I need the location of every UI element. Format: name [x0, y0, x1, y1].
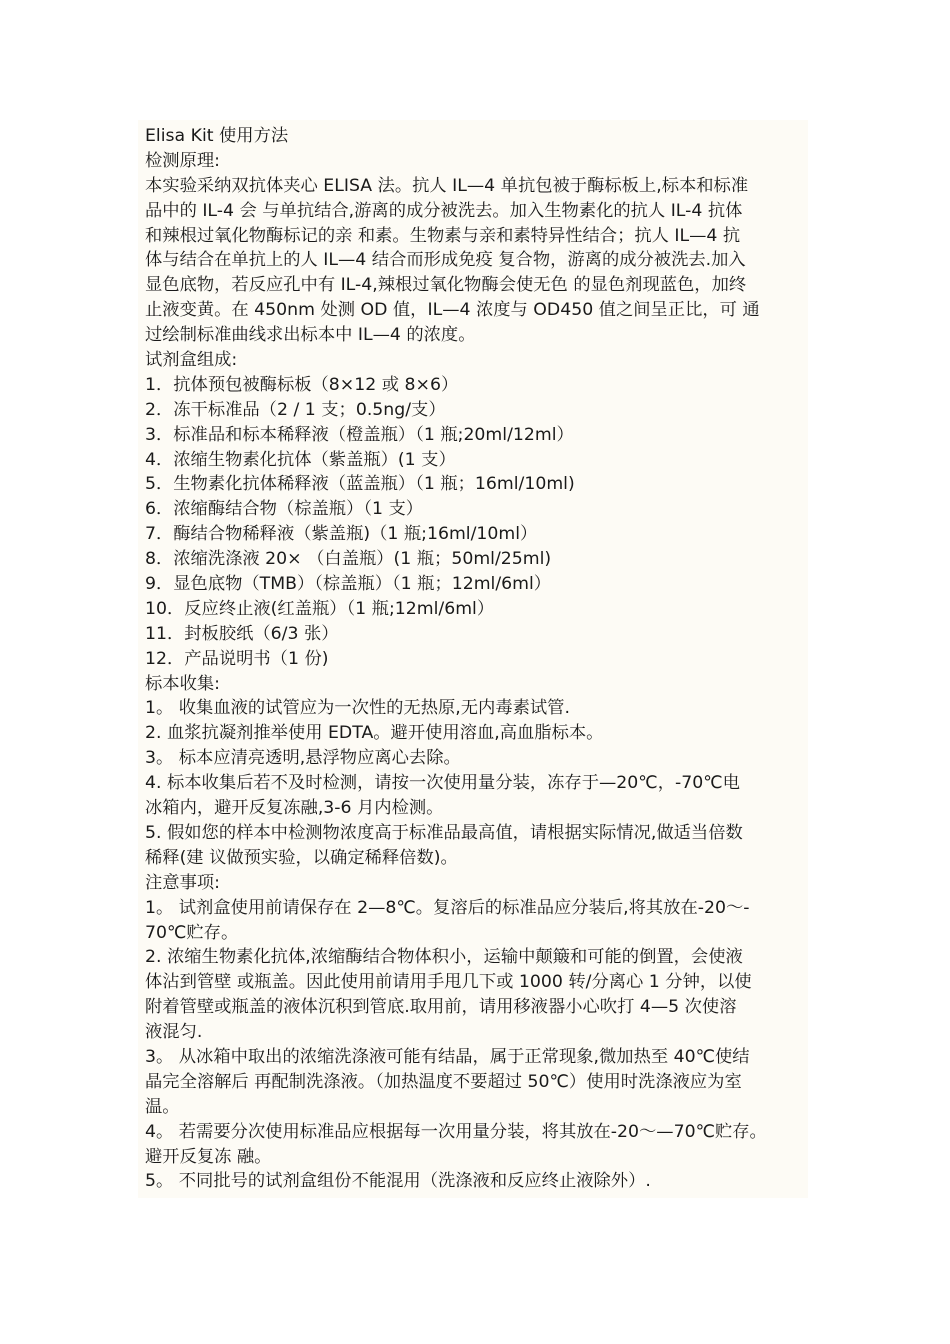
text-line: 检测原理:: [145, 150, 220, 171]
text-line: 体与结合在单抗上的人 IL—4 结合而形成免疫 复合物，游离的成分被洗去.加入: [145, 250, 746, 271]
text-line: 8．浓缩洗涤液 20× （白盖瓶）(1 瓶；50ml/25ml): [145, 549, 552, 570]
text-line: 晶完全溶解后 再配制洗涤液。（加热温度不要超过 50℃）使用时洗涤液应为室: [145, 1071, 742, 1092]
text-line: 5．生物素化抗体稀释液（蓝盖瓶）（1 瓶；16ml/10ml): [145, 474, 575, 495]
text-line: 3。 标本应清亮透明,悬浮物应离心去除。: [145, 748, 461, 769]
text-line: 3。 从冰箱中取出的浓缩洗涤液可能有结晶，属于正常现象,微加热至 40℃使结: [145, 1046, 750, 1067]
text-line: 5。 不同批号的试剂盒组份不能混用（洗涤液和反应终止液除外）.: [145, 1171, 651, 1192]
text-line: 11．封板胶纸（6/3 张）: [145, 623, 339, 644]
text-line: 3．标准品和标本稀释液（橙盖瓶）（1 瓶;20ml/12ml）: [145, 424, 574, 445]
document-body: [145, 124, 825, 1194]
text-line: 7．酶结合物稀释液（紫盖瓶)（1 瓶;16ml/10ml）: [145, 524, 538, 545]
text-line: 品中的 IL-4 会 与单抗结合,游离的成分被洗去。加入生物素化的抗人 IL-4 抗体: [145, 200, 743, 221]
text-line: 1．抗体预包被酶标板（8×12 或 8×6）: [145, 374, 459, 395]
text-line: 止液变黄。在 450nm 处测 OD 值，IL—4 浓度与 OD450 值之间呈正比，可 通: [145, 300, 760, 321]
document-title: Elisa Kit 使用方法: [145, 126, 289, 146]
text-line: 2. 血浆抗凝剂推举使用 EDTA。避开使用溶血,高血脂标本。: [145, 723, 604, 744]
text-line: 液混匀.: [145, 1022, 203, 1043]
text-line: 4．浓缩生物素化抗体（紫盖瓶）(1 支）: [145, 449, 456, 470]
text-line: 9．显色底物（TMB）（棕盖瓶）（1 瓶；12ml/6ml）: [145, 574, 552, 595]
text-line: 体沾到管壁 或瓶盖。因此使用前请用手甩几下或 1000 转/分离心 1 分钟，以使: [145, 972, 752, 993]
text-line: 附着管壁或瓶盖的液体沉积到管底.取用前，请用移液器小心吹打 4—5 次使溶: [145, 997, 737, 1018]
text-line: 1。 试剂盒使用前请保存在 2—8℃。复溶后的标准品应分装后,将其放在-20～-: [145, 897, 750, 918]
text-line: 注意事项:: [145, 872, 220, 893]
text-line: 12．产品说明书（1 份): [145, 648, 329, 669]
text-line: 和辣根过氧化物酶标记的亲 和素。生物素与亲和素特异性结合；抗人 IL—4 抗: [145, 225, 741, 246]
text-line: 4。 若需要分次使用标准品应根据每一次用量分装，将其放在-20～—70℃贮存。: [145, 1121, 767, 1142]
text-line: 4. 标本收集后若不及时检测，请按一次使用量分装，冻存于—20℃，-70℃电: [145, 773, 740, 794]
text-line: 显色底物，若反应孔中有 IL-4,辣根过氧化物酶会使无色 的显色剂现蓝色，加终: [145, 275, 747, 296]
text-line: 稀释(建 议做预实验，以确定稀释倍数)。: [145, 847, 458, 868]
text-line: 10．反应终止液(红盖瓶）（1 瓶;12ml/6ml）: [145, 598, 495, 619]
text-line: 避开反复冻 融。: [145, 1146, 272, 1167]
text-line: 冰箱内，避开反复冻融,3-6 月内检测。: [145, 798, 444, 819]
text-line: 1。 收集血液的试管应为一次性的无热原,无内毒素试管.: [145, 698, 570, 719]
text-line: 试剂盒组成:: [145, 350, 238, 371]
text-line: 过绘制标准曲线求出标本中 IL—4 的浓度。: [145, 325, 476, 346]
text-line: 5. 假如您的样本中检测物浓度高于标准品最高值，请根据实际情况,做适当倍数: [145, 822, 743, 843]
text-line: 标本收集:: [145, 673, 220, 694]
text-line: 2．冻干标准品（2 / 1 支；0.5ng/支）: [145, 399, 446, 420]
text-line: 6．浓缩酶结合物（棕盖瓶）（1 支）: [145, 499, 424, 520]
text-line: 70℃贮存。: [145, 922, 239, 943]
document-lines: [145, 149, 825, 1194]
text-line: 温。: [145, 1096, 180, 1117]
text-line: 2. 浓缩生物素化抗体,浓缩酶结合物体积小，运输中颠簸和可能的倒置，会使液: [145, 947, 743, 968]
text-line: 本实验采纳双抗体夹心 ELISA 法。抗人 IL—4 单抗包被于酶标板上,标本和标准: [145, 175, 749, 196]
